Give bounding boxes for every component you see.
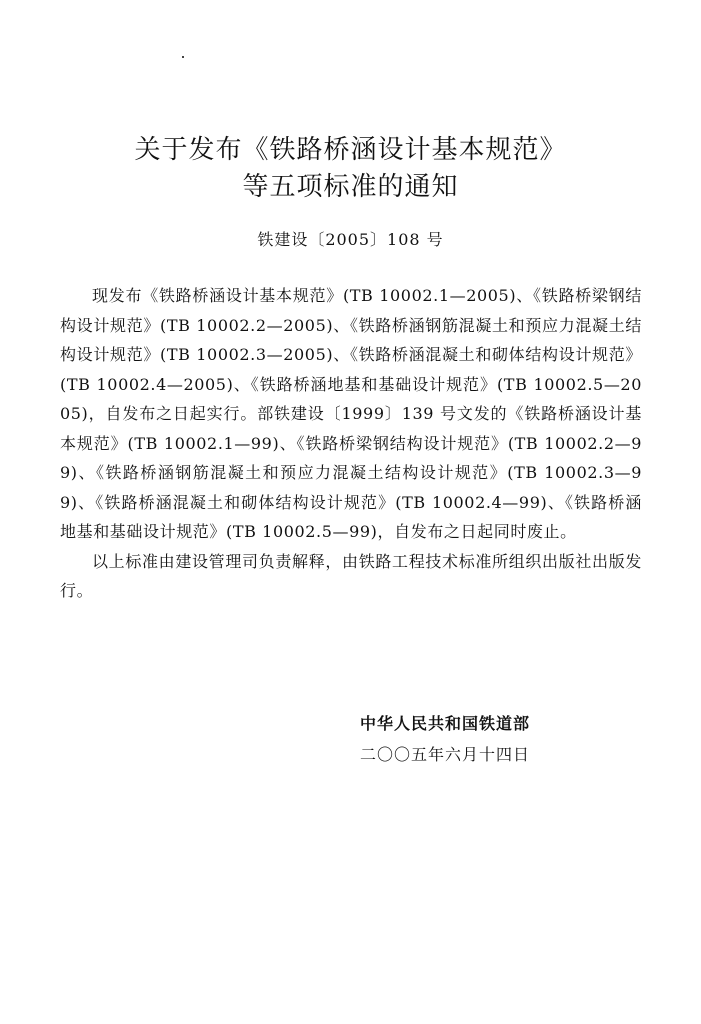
- scan-speck: [182, 56, 184, 58]
- document-number: 铁建设〔2005〕108 号: [257, 230, 444, 249]
- issuing-authority: 中华人民共和国铁道部: [360, 714, 531, 733]
- notice-title-line-2: 等五项标准的通知: [242, 172, 459, 202]
- notice-title-line-1: 关于发布《铁路桥涵设计基本规范》: [134, 135, 567, 165]
- paragraph-interpretation: 以上标准由建设管理司负责解释，由铁路工程技术标准所组织出版社出版发行。: [60, 551, 642, 600]
- issue-date: 二〇〇五年六月十四日: [360, 745, 531, 764]
- paragraph-announcement: 现发布《铁路桥涵设计基本规范》(TB 10002.1—2005)、《铁路桥梁钢结构设计规范》(TB 10002.2—2005)、《铁路桥涵钢筋混凝土和预应力混凝土结构设计规范》(TB 10002.3—2005)、《铁路桥涵混凝土和砌体结构设计规范》(TB 10002.4—2005)、《铁路桥涵地基和基础设计规范》(TB 10002.5—2005)，自发布之日起实行。部铁建设〔1999〕139 号文发的《铁路桥涵设计基本规范》(TB 10002.1—99)、《铁路桥梁钢结构设计规范》(TB 10002.2—99)、《铁路桥涵钢筋混凝土和预应力混凝土结构设计规范》(TB 10002.3—99)、《铁路桥涵混凝土和砌体结构设计规范》(TB 10002.4—99)、《铁路桥涵地基和基础设计规范》(TB 10002.5—99)，自发布之日起同时废止。: [60, 286, 642, 541]
- notice-body: [60, 281, 642, 606]
